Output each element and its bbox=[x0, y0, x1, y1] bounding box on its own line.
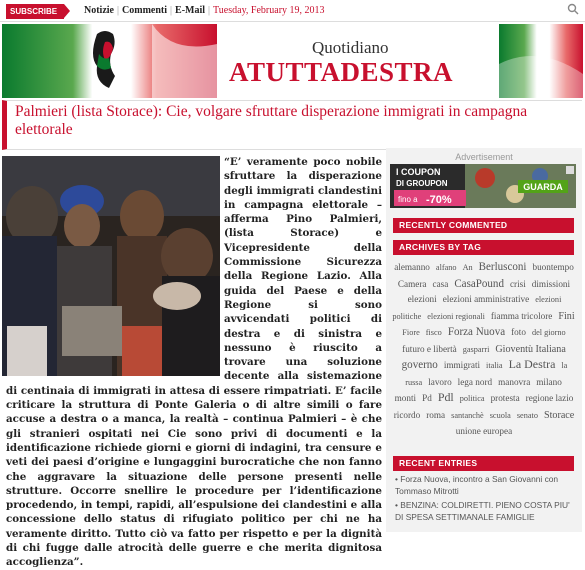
logo-subtitle: Quotidiano bbox=[312, 38, 389, 57]
tag-link[interactable]: manovra bbox=[498, 376, 531, 387]
ad-line2: DI GROUPON bbox=[396, 179, 448, 188]
article-title[interactable]: Palmieri (lista Storace): Cie, volgare sfruttare disperazione immigrati in campagna elettorale bbox=[15, 103, 528, 138]
italian-flag-right bbox=[499, 24, 583, 98]
recent-entry-1[interactable]: • Forza Nuova, incontro a San Giovanni con Tommaso Mitrotti bbox=[395, 474, 559, 496]
nav-link-commenti[interactable]: Commenti bbox=[122, 5, 168, 16]
ad-line1: I COUPON bbox=[396, 167, 441, 177]
tag-link[interactable]: buontempo bbox=[532, 262, 574, 272]
tag-link[interactable]: lega nord bbox=[457, 376, 493, 387]
subscribe-button[interactable]: SUBSCRIBE bbox=[6, 4, 64, 19]
recently-commented-heading: RECENTLY COMMENTED bbox=[393, 218, 574, 233]
search-icon[interactable] bbox=[567, 3, 579, 15]
tag-link[interactable]: elezioni amministrative bbox=[442, 294, 530, 304]
tag-link[interactable]: protesta bbox=[490, 393, 520, 403]
nav-separator: | bbox=[117, 5, 120, 16]
subscribe-arrow-icon bbox=[64, 4, 70, 18]
site-header bbox=[2, 24, 583, 98]
tag-link[interactable]: Pdl bbox=[437, 390, 454, 404]
tag-link[interactable]: lavoro bbox=[428, 376, 452, 387]
tag-link[interactable]: elezioni regionali bbox=[427, 311, 485, 321]
tag-link[interactable]: alfano bbox=[435, 263, 457, 272]
article-body-text: “E’ veramente poco nobile sfruttare la disperazione degli immigrati clandestini in campagna elettorale – afferma Pino Palmieri, (lista Storace) e Vicepresidente della Commissione Sicurezza della Regione Lazio. Alla guida del Paese e della Regione si sono avvicendati politici di destra e di sinistra e nessuno è riuscito a trovare una soluzione decente alla sistemazione di centinaia di immigrati in attesa di essere rimpatriati. E’ facile criticare la struttura di Ponte Galeria o di altre simili o fare accuse a destra o a manca, la realtà – continua Palmieri – è che gli stranieri ospitati nei Cie sono privi di documenti e la identificazione richiede giorni e giorni di indagini, tra censure e veti dei paesi d’origine e lungaggini burocratiche che non fanno che aggravare la situazione delle persone presenti nelle strutture. Occorre snellire le procedure per l’identificazione procedendo, in tempi, rapidi, all’espulsione dei clandestini e alla concessione dello status di rifugiato politico per chi ne ha veramente diritto. Tutto ciò va fatto per rispetto e per la dignità di chi fugge dalle atrocità delle guerre e che merita dignitosa accoglienza”. bbox=[6, 156, 382, 569]
tag-link[interactable]: Camera bbox=[397, 278, 427, 289]
tag-link[interactable]: CasaPound bbox=[454, 277, 504, 290]
site-logo-title[interactable]: ATUTTADESTRA bbox=[229, 57, 454, 87]
tag-link[interactable]: santanchè bbox=[451, 410, 484, 420]
ad-line3: fino a bbox=[398, 195, 418, 204]
tag-link[interactable]: Gioventù Italiana bbox=[495, 343, 566, 355]
tag-link[interactable]: italia bbox=[486, 361, 503, 370]
tag-link[interactable]: regione lazio bbox=[525, 393, 574, 403]
recent-entries-heading: RECENT ENTRIES bbox=[393, 456, 574, 471]
nav-link-notizie[interactable]: Notizie bbox=[84, 5, 114, 16]
archives-by-tag-heading: ARCHIVES BY TAG bbox=[393, 240, 574, 255]
italian-flag-logo-left[interactable] bbox=[2, 24, 217, 98]
tag-link[interactable]: monti bbox=[394, 393, 417, 403]
tag-link[interactable]: milano bbox=[536, 376, 562, 387]
tag-link[interactable]: fiamma tricolore bbox=[490, 310, 553, 321]
top-bar bbox=[0, 0, 585, 22]
tag-link[interactable]: politica bbox=[459, 394, 485, 403]
tag-link[interactable]: Forza Nuova bbox=[447, 326, 506, 338]
tag-link[interactable]: An bbox=[462, 263, 473, 272]
tag-link[interactable]: gasparri bbox=[462, 344, 490, 354]
tag-link[interactable]: Fiore bbox=[402, 328, 420, 337]
top-nav bbox=[84, 5, 325, 16]
tag-link[interactable]: Fini bbox=[558, 310, 575, 322]
tag-link[interactable]: casa bbox=[432, 278, 449, 289]
tag-link[interactable]: elezioni politiche bbox=[392, 295, 562, 321]
groupon-ad-banner[interactable] bbox=[390, 164, 576, 208]
tag-link[interactable]: senato bbox=[516, 410, 538, 420]
sidebar bbox=[386, 148, 582, 532]
ad-label: Advertisement bbox=[455, 152, 513, 162]
tag-link[interactable]: futuro e libertà bbox=[402, 343, 457, 354]
tag-link[interactable]: ricordo bbox=[393, 409, 421, 420]
tag-link[interactable]: la russa bbox=[405, 361, 568, 387]
article-photo bbox=[2, 156, 220, 376]
tag-link[interactable]: Berlusconi bbox=[478, 261, 527, 273]
nav-link-email[interactable]: E-Mail bbox=[175, 5, 206, 16]
tag-link[interactable]: foto bbox=[511, 327, 526, 337]
ad-discount: -70% bbox=[426, 194, 452, 206]
ad-cta-text[interactable]: GUARDA bbox=[523, 182, 563, 192]
tag-link[interactable]: crisi bbox=[509, 278, 526, 289]
tag-link[interactable]: unione europea bbox=[455, 426, 513, 436]
tag-link[interactable]: alemanno bbox=[394, 262, 430, 272]
nav-separator: | bbox=[208, 5, 211, 16]
social-icons bbox=[567, 3, 579, 18]
tag-link[interactable]: fisco bbox=[425, 328, 442, 337]
tag-link[interactable]: Pd bbox=[422, 393, 432, 403]
recent-entry-2[interactable]: • BENZINA: COLDIRETTI. PIENO COSTA PIU' DI SPESA SETTIMANALE FAMIGLIE bbox=[395, 500, 570, 522]
tag-link[interactable]: scuola bbox=[489, 410, 511, 420]
tag-link[interactable]: roma bbox=[426, 409, 446, 420]
nav-separator: | bbox=[170, 5, 173, 16]
tag-link[interactable]: Storace bbox=[543, 409, 575, 421]
tag-link[interactable]: del giorno bbox=[531, 328, 566, 337]
tag-link[interactable]: La Destra bbox=[508, 357, 556, 371]
article-title-bar bbox=[2, 100, 582, 150]
tag-link[interactable]: dimissioni bbox=[531, 278, 571, 289]
tag-link[interactable]: immigrati bbox=[443, 360, 481, 370]
current-date: Tuesday, February 19, 2013 bbox=[213, 5, 325, 16]
tag-link[interactable]: elezioni bbox=[407, 294, 437, 304]
tag-link[interactable]: governo bbox=[401, 359, 438, 371]
tag-cloud bbox=[392, 259, 576, 439]
